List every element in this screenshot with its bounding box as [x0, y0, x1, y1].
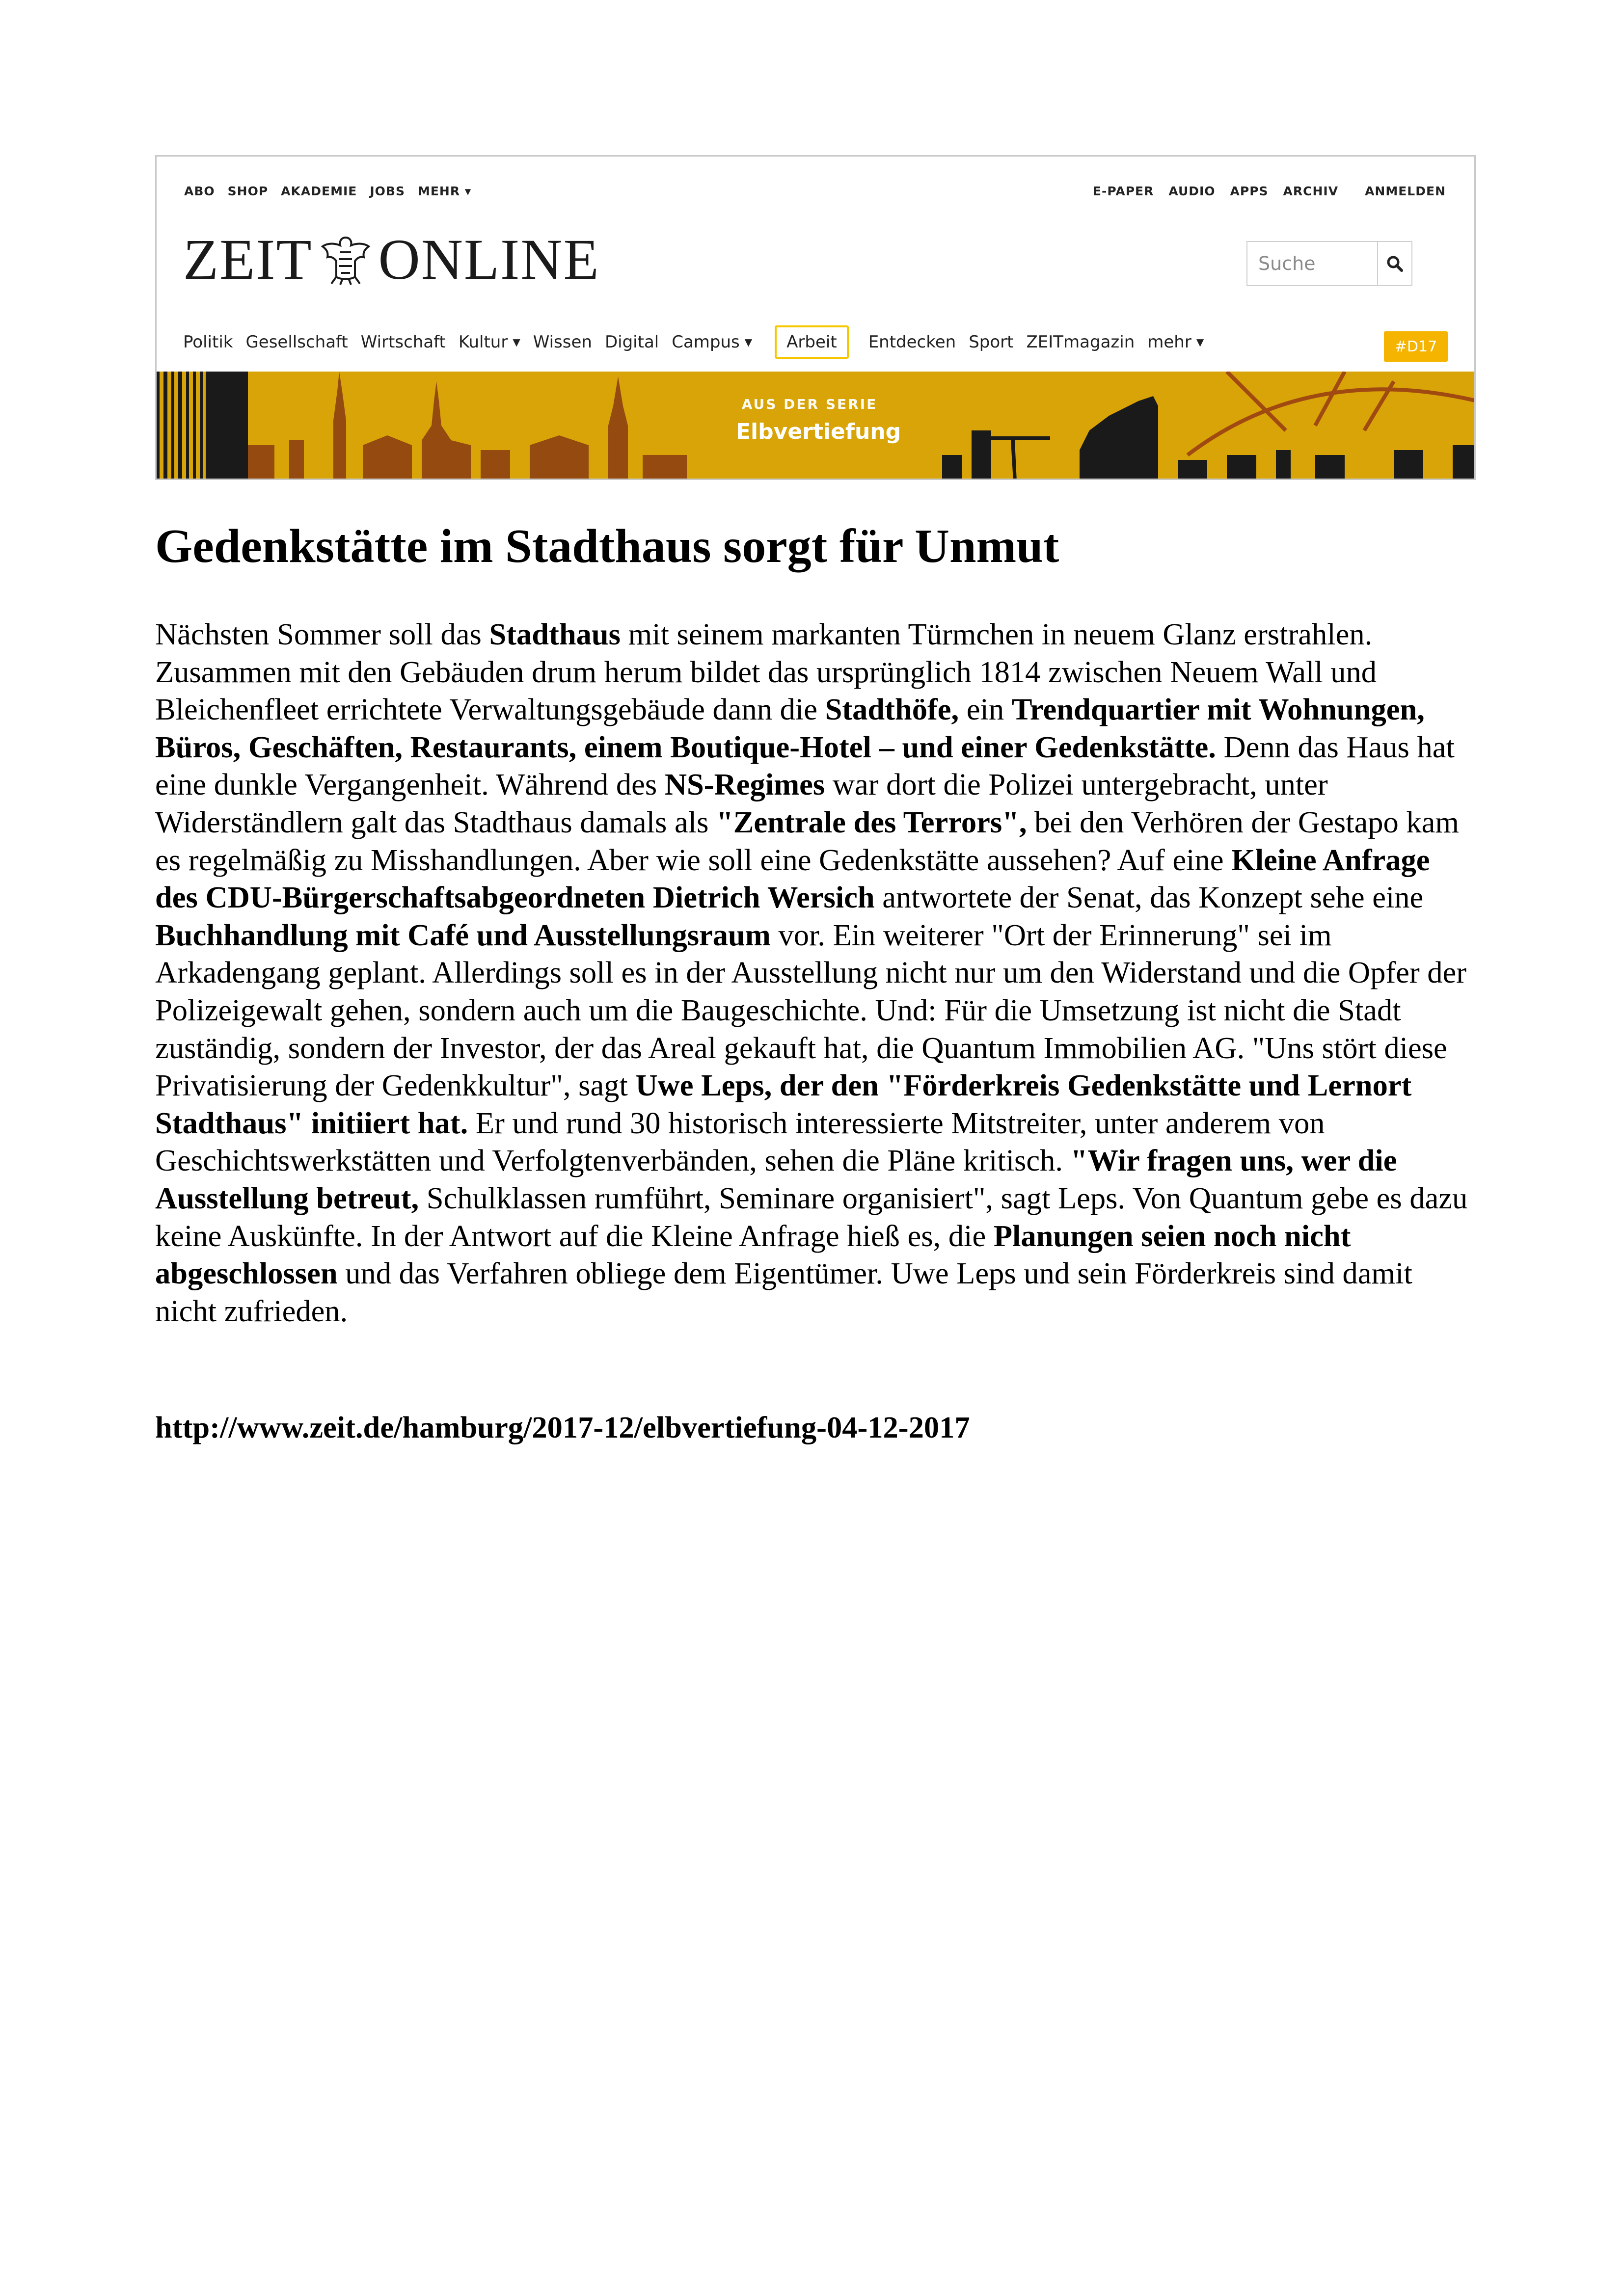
nav-item-arbeit[interactable]: Arbeit: [775, 325, 849, 359]
logo-word-zeit: ZEIT: [183, 227, 313, 292]
nav-item-campus-label: Campus: [672, 332, 740, 352]
chevron-down-icon: ▼: [744, 336, 753, 348]
text-run: war dort die Polizei untergebracht, unter Widerständlern galt das Stadthaus damals als: [155, 767, 1328, 839]
top-link-apps[interactable]: APPS: [1230, 184, 1269, 198]
search-icon: [1386, 255, 1403, 272]
text-run: antwortete der Senat, das Konzept sehe eine: [874, 880, 1424, 915]
eagle-crest-icon: [317, 233, 375, 287]
bold-run: "Wir fragen uns, wer die Ausstellung betreut,: [155, 1143, 1397, 1215]
bold-run: NS-Regimes: [664, 767, 825, 802]
source-url[interactable]: http://www.zeit.de/hamburg/2017-12/elbvertiefung-04-12-2017: [155, 1410, 970, 1444]
bold-run: Uwe Leps, der den "Förderkreis Gedenkstätte und Lernort Stadthaus" initiiert hat.: [155, 1068, 1412, 1140]
main-nav: [183, 325, 1217, 359]
article-body: [155, 615, 1478, 1330]
nav-item-wirtschaft[interactable]: Wirtschaft: [360, 332, 446, 352]
nav-item-politik[interactable]: Politik: [183, 332, 233, 352]
nav-item-wissen[interactable]: Wissen: [533, 332, 592, 352]
text-run: Schulklassen rumführt, Seminare organisiert", sagt Leps. Von Quantum gebe es dazu keine Auskünfte. In der Antwort auf die Kleine Anfrage hieß es, die: [155, 1180, 1468, 1253]
article-headline: Gedenkstätte im Stadthaus sorgt für Unmut: [155, 520, 1059, 573]
bold-run: "Zentrale des Terrors",: [716, 804, 1027, 839]
top-link-anmelden[interactable]: ANMELDEN: [1365, 184, 1446, 198]
bold-run: Kleine Anfrage des CDU-Bürgerschaftsabgeordneten Dietrich Wersich: [155, 842, 1430, 915]
zeit-online-header-screenshot: [155, 155, 1476, 480]
bold-run: Trendquartier mit Wohnungen, Büros, Geschäften, Restaurants, einem Boutique-Hotel – und einer Gedenkstätte.: [155, 692, 1425, 764]
text-run: Denn das Haus hat eine dunkle Vergangenheit. Während des: [155, 729, 1455, 802]
text-run: bei den Verhören der Gestapo kam es regelmäßig zu Misshandlungen. Aber wie soll eine Gedenkstätte aussehen? Auf eine: [155, 804, 1459, 877]
zeit-online-logo[interactable]: [183, 227, 600, 292]
series-label: [736, 396, 901, 444]
top-link-epaper[interactable]: E-PAPER: [1092, 184, 1154, 198]
logo-word-online: ONLINE: [378, 227, 600, 292]
search-input[interactable]: [1247, 242, 1377, 285]
search-box: [1246, 241, 1412, 286]
chevron-down-icon: ▼: [513, 336, 520, 348]
nav-item-kultur[interactable]: [459, 332, 520, 352]
top-link-mehr[interactable]: MEHR ▾: [417, 184, 472, 198]
text-run: Er und rund 30 historisch interessierte Mitstreiter, unter anderem von Geschichtswerkstätten und Verfolgtenverbänden, sehen die Pläne kritisch.: [155, 1105, 1325, 1178]
d17-tag-button[interactable]: #D17: [1384, 331, 1448, 362]
top-links-left: [184, 184, 471, 198]
nav-item-kultur-label: Kultur: [458, 332, 508, 352]
nav-item-campus[interactable]: [672, 332, 752, 352]
nav-item-sport[interactable]: Sport: [969, 332, 1014, 352]
top-link-jobs[interactable]: JOBS: [370, 184, 405, 198]
bold-run: Stadthöfe,: [825, 692, 959, 727]
nav-item-zeitmagazin[interactable]: ZEITmagazin: [1026, 332, 1135, 352]
top-link-audio[interactable]: AUDIO: [1168, 184, 1216, 198]
bold-run: Buchhandlung mit Café und Ausstellungsraum: [155, 917, 771, 952]
text-run: vor. Ein weiterer "Ort der Erinnerung" sei im Arkadengang geplant. Allerdings soll es in der Ausstellung nicht nur um den Widerstand und die Opfer der Polizeigewalt gehen, sondern auch um die Baugeschichte. Und: Für die Umsetzung ist nicht die Stadt zuständig, sondern der Investor, der das Areal gekauft hat, die Quantum Immobilien AG. "Uns stört diese Privatisierung der Gedenkkultur", sagt: [155, 917, 1467, 1103]
series-kicker: AUS DER SERIE: [741, 396, 878, 412]
nav-item-mehr-label: mehr: [1147, 332, 1191, 352]
nav-item-entdecken[interactable]: Entdecken: [868, 332, 956, 352]
top-link-akademie[interactable]: AKADEMIE: [281, 184, 357, 198]
top-link-shop[interactable]: SHOP: [227, 184, 269, 198]
bold-run: Planungen seien noch nicht abgeschlossen: [155, 1218, 1351, 1291]
text-run: Nächsten Sommer soll das: [155, 617, 489, 651]
top-link-archiv[interactable]: ARCHIV: [1283, 184, 1339, 198]
search-button[interactable]: [1377, 242, 1411, 285]
nav-item-gesellschaft[interactable]: Gesellschaft: [245, 332, 348, 352]
text-run: und das Verfahren obliege dem Eigentümer. Uwe Leps und sein Förderkreis sind damit nicht zufrieden.: [155, 1256, 1412, 1328]
text-run: ein: [959, 692, 1012, 727]
series-title: Elbvertiefung: [736, 419, 901, 444]
nav-item-mehr[interactable]: [1147, 332, 1204, 352]
chevron-down-icon: ▼: [1196, 336, 1204, 348]
series-banner[interactable]: [157, 372, 1476, 480]
top-links-right: [1093, 184, 1446, 198]
top-link-abo[interactable]: ABO: [184, 184, 215, 198]
nav-item-digital[interactable]: Digital: [604, 332, 659, 352]
text-run: mit seinem markanten Türmchen in neuem Glanz erstrahlen. Zusammen mit den Gebäuden drum herum bildet das ursprünglich 1814 zwischen Neuem Wall und Bleichenfleet errichtete Verwaltungsgebäude dann die: [155, 617, 1377, 727]
bold-run: Stadthaus: [489, 617, 621, 651]
